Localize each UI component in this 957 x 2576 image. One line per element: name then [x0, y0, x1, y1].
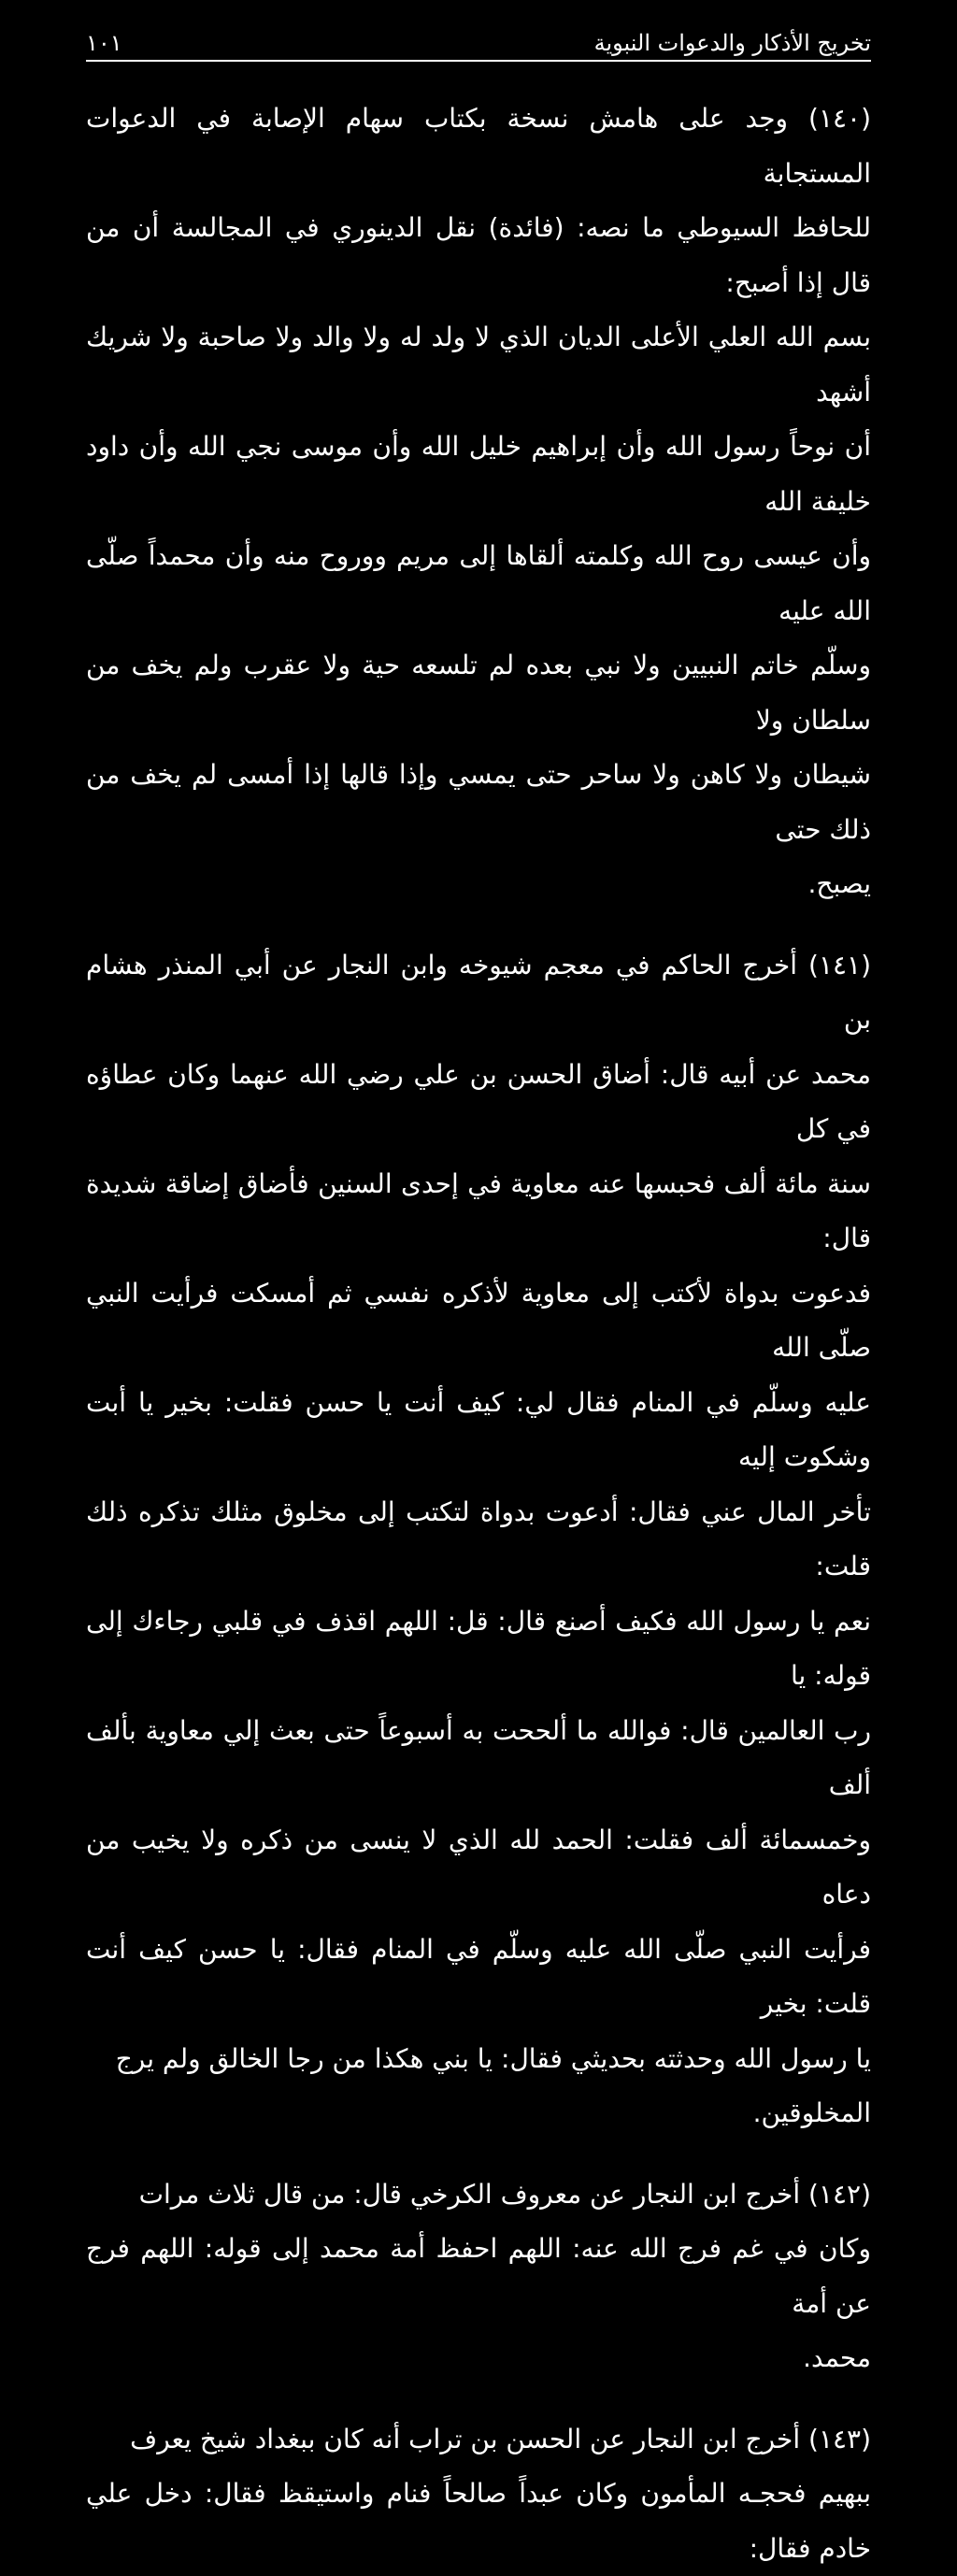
paragraph-142: (١٤٢) أخرج ابن النجار عن معروف الكرخي قال: من قال ثلاث مرات وكان في غم فرج الله عنه: اللهم احفظ أمة محمد إلى قوله: اللهم فرج عن أمة محمد.: [86, 2168, 871, 2386]
header-rule: [86, 60, 871, 62]
paragraph-143: (١٤٣) أخرج ابن النجار عن الحسن بن تراب أنه كان ببغداد شيخ يعرف ببهيم فحجـه المأمون وكان عبداً صالحاً فنام واستيقظ فقال: دخل علي خادم فقال:: [86, 2412, 871, 2576]
running-head-title: تخريج الأذكار والدعوات النبوية: [594, 32, 871, 54]
paragraph-140: (١٤٠) وجد على هامش نسخة بكتاب سهام الإصابة في الدعوات المستجابة للحافظ السيوطي ما نصه: (فائدة) نقل الدينوري في المجالسة أن من قال إذا أصبح: بسم الله العلي الأعلى الديان الذي لا ولد له ولا والد ولا صاحبة ولا شريك أشهد أن نوحاً رسول الله وأن إبراهيم خليل الله وأن موسى نجي الله وأن داود خليفة الله وأن عيسى روح الله وكلمته ألقاها إلى مريم ووروح منه وأن محمداً صلّى الله عليه وسلّم خاتم النبيين ولا نبي بعده لم تلسعه حية ولا عقرب ولم يخف من سلطان ولا شيطان ولا كاهن ولا ساحر حتى يمسي وإذا قالها إذا أمسى لم يخف من ذلك حتى يصبح.: [86, 92, 871, 912]
page-number: ١٠١: [86, 32, 122, 54]
running-head: [86, 17, 871, 54]
body-text: [86, 92, 871, 2576]
paragraph-141: (١٤١) أخرج الحاكم في معجم شيوخه وابن النجار عن أبي المنذر هشام بن محمد عن أبيه قال: أضاق الحسن بن علي رضي الله عنهما وكان عطاؤه في كل سنة مائة ألف فحبسها عنه معاوية في إحدى السنين فأضاق إضاقة شديدة قال: فدعوت بدواة لأكتب إلى معاوية لأذكره نفسي ثم أمسكت فرأيت النبي صلّى الله عليه وسلّم في المنام فقال لي: كيف أنت يا حسن فقلت: بخير يا أبت وشكوت إليه تأخر المال عني فقال: أدعوت بدواة لتكتب إلى مخلوق مثلك تذكره ذلك قلت: نعم يا رسول الله فكيف أصنع قال: قل: اللهم اقذف في قلبي رجاءك إلى قوله: يا رب العالمين قال: فوالله ما ألححت به أسبوعاً حتى بعث إلي معاوية بألف ألف وخمسمائة ألف فقلت: الحمد لله الذي لا ينسى من ذكره ولا يخيب من دعاه فرأيت النبي صلّى الله عليه وسلّم في المنام فقال: يا حسن كيف أنت قلت: بخير يا رسول الله وحدثته بحديثي فقال: يا بني هكذا من رجا الخالق ولم يرج المخلوقين.: [86, 938, 871, 2141]
